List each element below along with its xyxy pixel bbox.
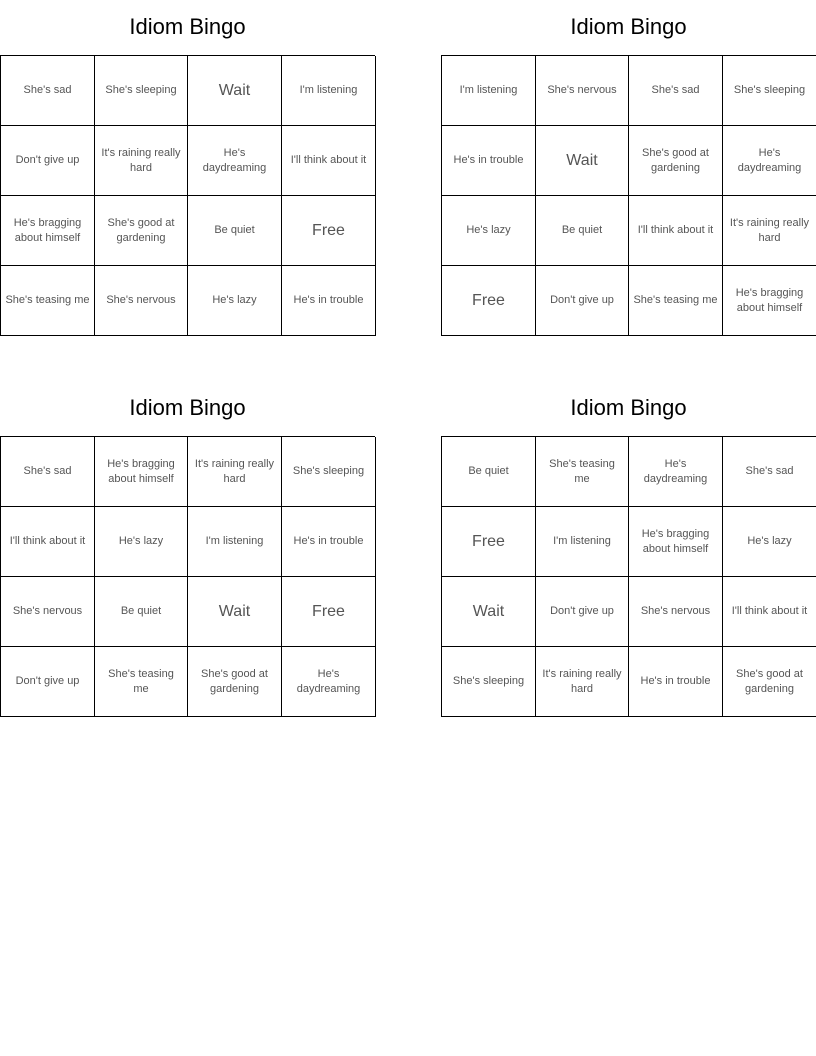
bingo-cell: Don't give up [1,647,95,717]
bingo-cell: She's sad [629,56,723,126]
bingo-cell: He's bragging about himself [629,507,723,577]
bingo-cell: I'm listening [442,56,536,126]
bingo-cell: He's in trouble [629,647,723,717]
bingo-grid [0,436,375,717]
bingo-cell: He's lazy [723,507,816,577]
bingo-cell: He's daydreaming [188,126,282,196]
bingo-cell: He's daydreaming [629,437,723,507]
bingo-cell: He's lazy [95,507,188,577]
bingo-cell: She's teasing me [95,647,188,717]
bingo-cell: She's sleeping [95,56,188,126]
bingo-cell: She's teasing me [629,266,723,336]
bingo-cell: She's nervous [536,56,629,126]
bingo-cell: She's sleeping [442,647,536,717]
bingo-card-2 [441,0,816,336]
bingo-cell: He's in trouble [282,507,376,577]
bingo-cell: She's sad [723,437,816,507]
card-title: Idiom Bingo [129,395,246,420]
bingo-cell: He's in trouble [282,266,376,336]
bingo-cell: I'm listening [536,507,629,577]
bingo-grid [441,436,816,717]
bingo-cell: He's bragging about himself [1,196,95,266]
bingo-cell: Don't give up [1,126,95,196]
bingo-cell: He's daydreaming [723,126,816,196]
bingo-cell: I'm listening [282,56,376,126]
bingo-cell: Free [282,196,376,266]
bingo-cell: She's teasing me [1,266,95,336]
bingo-card-1 [0,0,375,336]
bingo-card-3 [0,381,375,717]
bingo-cell: I'll think about it [1,507,95,577]
bingo-cell: Be quiet [536,196,629,266]
bingo-cell: I'll think about it [629,196,723,266]
bingo-cell: She's nervous [1,577,95,647]
bingo-cell: He's lazy [188,266,282,336]
bingo-cell: I'm listening [188,507,282,577]
bingo-grid [0,55,375,336]
bingo-cell: She's good at gardening [188,647,282,717]
bingo-cell: She's sleeping [723,56,816,126]
bingo-cell: She's nervous [95,266,188,336]
bingo-cell: It's raining really hard [536,647,629,717]
bingo-cell: Be quiet [188,196,282,266]
bingo-cell: Wait [188,56,282,126]
bingo-cell: I'll think about it [723,577,816,647]
bingo-cell: He's daydreaming [282,647,376,717]
bingo-cell: He's in trouble [442,126,536,196]
card-title: Idiom Bingo [129,14,246,39]
bingo-cell: I'll think about it [282,126,376,196]
bingo-cell: Wait [442,577,536,647]
bingo-cell: It's raining really hard [723,196,816,266]
bingo-cell: He's lazy [442,196,536,266]
bingo-grid [441,55,816,336]
bingo-card-4 [441,381,816,717]
bingo-cell: Free [442,507,536,577]
bingo-cell: Wait [188,577,282,647]
bingo-cell: Wait [536,126,629,196]
card-title: Idiom Bingo [570,14,687,39]
bingo-cell: She's good at gardening [629,126,723,196]
bingo-cell: Don't give up [536,266,629,336]
bingo-cell: She's nervous [629,577,723,647]
bingo-cell: She's good at gardening [95,196,188,266]
bingo-cell: It's raining really hard [95,126,188,196]
bingo-cell: It's raining really hard [188,437,282,507]
bingo-cell: She's sad [1,437,95,507]
bingo-cell: Be quiet [442,437,536,507]
bingo-cell: Free [442,266,536,336]
bingo-cell: She's teasing me [536,437,629,507]
bingo-cell: She's good at gardening [723,647,816,717]
bingo-cell: Free [282,577,376,647]
bingo-cell: He's bragging about himself [723,266,816,336]
bingo-cell: He's bragging about himself [95,437,188,507]
bingo-cell: Don't give up [536,577,629,647]
bingo-cell: Be quiet [95,577,188,647]
bingo-cell: She's sleeping [282,437,376,507]
bingo-cell: She's sad [1,56,95,126]
card-title: Idiom Bingo [570,395,687,420]
